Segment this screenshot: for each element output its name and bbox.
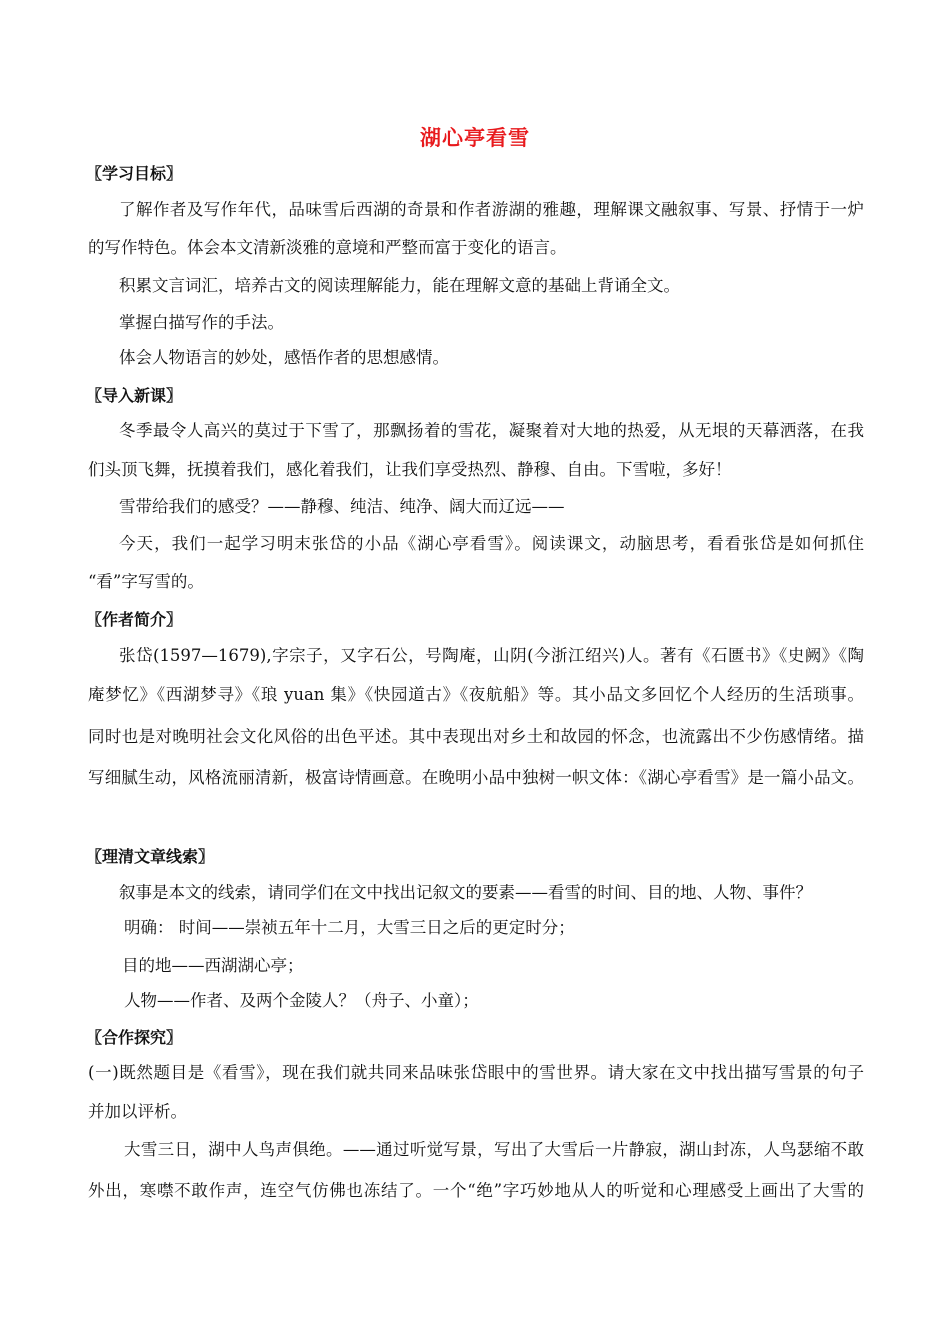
- section-heading-goals: 〖学习目标〗: [86, 164, 183, 183]
- paragraph-line: 目的地——西湖湖心亭；: [122, 956, 304, 975]
- paragraph-line: 人物——作者、及两个金陵人？（舟子、小童）；: [124, 991, 479, 1010]
- paragraph-line: 积累文言词汇，培养古文的阅读理解能力，能在理解文意的基础上背诵全文。: [119, 276, 680, 295]
- paragraph-line: 冬季最令人高兴的莫过于下雪了，那飘扬着的雪花，凝聚着对大地的热爱，从无垠的天幕洒落，在我: [119, 421, 864, 440]
- section-heading-intro: 〖导入新课〗: [86, 386, 183, 405]
- paragraph-line: 明确： 时间——崇祯五年十二月，大雪三日之后的更定时分；: [124, 918, 575, 937]
- section-heading-author: 〖作者简介〗: [86, 610, 183, 629]
- paragraph-line: 大雪三日，湖中人鸟声俱绝。——通过听觉写景，写出了大雪后一片静寂，湖山封冻，人鸟瑟缩不敢: [124, 1140, 864, 1159]
- paragraph-line: 张岱(1597—1679),字宗子，又字石公，号陶庵，山阴(今浙江绍兴)人。著有《石匮书》《史阙》《陶: [119, 646, 864, 665]
- paragraph-line: 今天，我们一起学习明末张岱的小品《湖心亭看雪》。阅读课文，动脑思考，看看张岱是如何抓住: [119, 534, 864, 553]
- section-heading-clues: 〖理清文章线索〗: [86, 847, 215, 866]
- paragraph-line: 了解作者及写作年代，品味雪后西湖的奇景和作者游湖的雅趣，理解课文融叙事、写景、抒情于一炉: [119, 200, 864, 219]
- paragraph-line: 外出，寒噤不敢作声，连空气仿佛也冻结了。一个“绝”字巧妙地从人的听觉和心理感受上画出了大雪的: [88, 1181, 864, 1200]
- paragraph-line: 庵梦忆》《西湖梦寻》《琅 yuan 集》《快园道古》《夜航船》等。其小品文多回忆个人经历的生活琐事。: [88, 685, 864, 704]
- paragraph-line: 掌握白描写作的手法。: [119, 313, 284, 332]
- paragraph-line: 雪带给我们的感受？——静穆、纯洁、纯净、阔大而辽远——: [119, 497, 565, 516]
- paragraph-line: 并加以评析。: [88, 1102, 187, 1121]
- paragraph-line: 的写作特色。体会本文清新淡雅的意境和严整而富于变化的语言。: [88, 238, 567, 257]
- paragraph-line: (一)既然题目是《看雪》，现在我们就共同来品味张岱眼中的雪世界。请大家在文中找出描写雪景的句子: [88, 1063, 864, 1082]
- page-title: 湖心亭看雪: [420, 126, 530, 150]
- paragraph-line: 叙事是本文的线索，请同学们在文中找出记叙文的要素——看雪的时间、目的地、人物、事件？: [119, 883, 812, 902]
- section-heading-explore: 〖合作探究〗: [86, 1028, 183, 1047]
- paragraph-line: 体会人物语言的妙处，感悟作者的思想感情。: [119, 348, 449, 367]
- paragraph-line: 同时也是对晚明社会文化风俗的出色平述。其中表现出对乡土和故园的怀念，也流露出不少伤感情绪。描: [88, 727, 864, 746]
- paragraph-line: 写细腻生动，风格流丽清新，极富诗情画意。在晚明小品中独树一帜文体：《湖心亭看雪》是一篇小品文。: [88, 768, 864, 787]
- paragraph-line: “看”字写雪的。: [88, 572, 204, 591]
- paragraph-line: 们头顶飞舞，抚摸着我们，感化着我们，让我们享受热烈、静穆、自由。下雪啦，多好！: [88, 460, 732, 479]
